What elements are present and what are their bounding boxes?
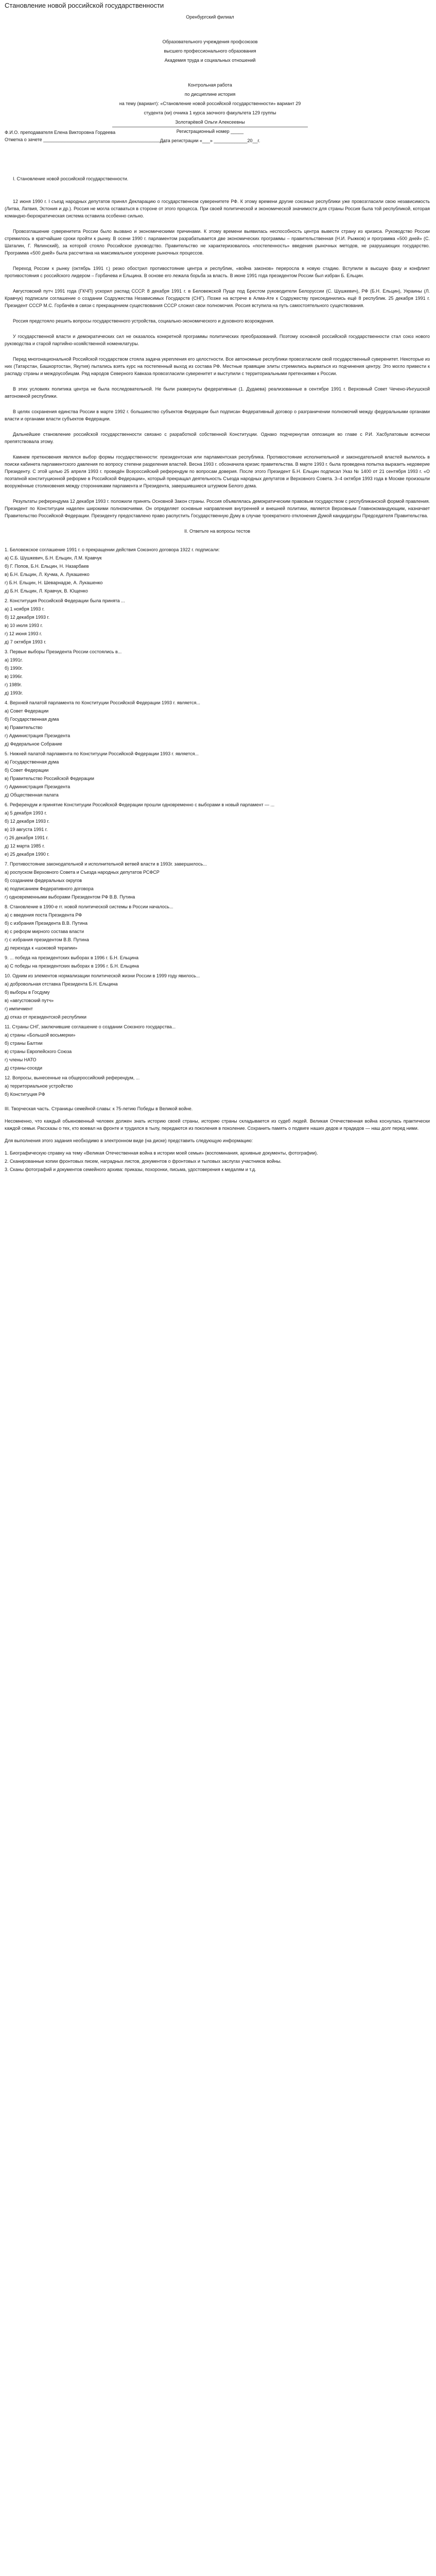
institution-line: высшего профессионального образования <box>164 48 256 54</box>
task-item: 1. Биографическую справку на тему «Великая Отечественная война в истории моей семьи» (воспоминания, архивные документы, фотографии). <box>5 1150 318 1156</box>
quiz-question-block <box>5 1023 430 1072</box>
task-item: 2. Сканированные копии фронтовых писем, наградных листов, документов о фронтовых и тыловых заслугах участников войны. <box>5 1159 282 1164</box>
quiz-answer-option: в) Б.Н. Ельцин, Л. Кучма, А. Лукашенко <box>5 572 90 577</box>
paragraph: У государственной власти и демократических сил не оказалось конкретной программы политических преобразований. Поэтому основной российской государственности стал союз нового руководства и старой партийно-хозяйственной номенклатуры. <box>5 334 430 346</box>
paragraph: В целях сохранения единства России в марте 1992 г. большинство субъектов Федерации был подписан Федеративный договор о разграничении полномочий между федеральными органами власти и органами власти субъектов Федерации. <box>5 409 430 421</box>
quiz-answer-option: в) страны Европейского Союза <box>5 1049 72 1054</box>
quiz-answer-option: б) 1990г. <box>5 666 23 671</box>
institution-line: Академия труда и социальных отношений <box>164 58 256 63</box>
quiz-answer-option: а) страны «Большой восьмерки» <box>5 1032 76 1038</box>
quiz-question: 12. Вопросы, вынесенные на общероссийский референдум, ... <box>5 1075 140 1080</box>
task-title: III. Творческая часть. Страницы семейной славы: к 75-летию Победы в Великой войне. <box>5 1106 193 1111</box>
quiz-question-block <box>5 860 430 901</box>
quiz-question: 4. Верхней палатой парламента по Конституции Российской Федерации 1993 г. является... <box>5 700 200 705</box>
quiz-answer-option: д) страны-соседи <box>5 1065 43 1071</box>
quiz-answer-option: д) Федеральное Собрание <box>5 741 62 747</box>
paragraph: Провозглашение суверенитета России было вызвано и экономическими причинами. К этому времени выявилась неспособность центра вывести страну из кризиса. Руководство России стремилось в кратчайшие сроки пройти к рынку. В осени 1990 г. парламентом разрабатывается две экономических программы – правительственная (Н.И. Рыжков) и программа «500 дней» (С. Шаталин, Г. Явлинский), за которой стояло Российское руководство. Правительство не характеризовалось «постепенность» введения рыночных методов, не разрушающих государство. Программа «500 дней» была рассчитана на максимальное ускорение рыночных процессов. <box>5 229 430 256</box>
document-body <box>5 175 430 1174</box>
paragraph: Россия предстояло решить вопросы государственного устройства, социально-экономического и духовного возрождения. <box>13 318 274 324</box>
quiz-question-block <box>5 954 430 970</box>
registration-date: Дата регистрации «___» _____________20__г. <box>160 138 260 143</box>
quiz-answer-option: а) 5 декабря 1993 г. <box>5 810 47 816</box>
quiz-answer-option: б) Государственная дума <box>5 717 59 722</box>
grade-mark: Отметка о зачете ________________________________________________ <box>5 137 167 142</box>
quiz-question: 3. Первые выборы Президента России состоялись в... <box>5 649 122 654</box>
quiz-answer-option: в) «августовский путч» <box>5 998 54 1003</box>
quiz-answer-option: а) с введения поста Президента РФ <box>5 912 82 918</box>
quiz-answer-option: а) С победы на президентских выборах в 1996 г. Б.Н. Ельцина <box>5 963 139 969</box>
quiz-question-block <box>5 546 430 595</box>
quiz-answer-option: в) Правительство Российской Федерации <box>5 776 94 781</box>
quiz-answer-option: г) 1989г. <box>5 682 22 687</box>
quiz-answer-option: а) территориальное устройство <box>5 1083 73 1089</box>
quiz-question-block <box>5 648 430 697</box>
spacer <box>5 22 415 37</box>
quiz-answer-option: а) Государственная дума <box>5 759 59 765</box>
quiz-answer-option: в) 1996г. <box>5 674 23 679</box>
quiz-answer-option: в) с реформ мирного состава власти <box>5 929 84 934</box>
topic: на тему (вариант): «Становление новой российской государственности» вариант 29 <box>119 101 301 106</box>
title-page <box>5 12 415 145</box>
quiz-list <box>5 546 430 1098</box>
quiz-answer-option: г) Администрация Президента <box>5 784 71 789</box>
quiz-answer-option: д) 12 марта 1985 г. <box>5 843 45 849</box>
quiz-answer-option: д) Общественная палата <box>5 792 59 798</box>
quiz-question: 10. Одним из элементов нормализации политической жизни России в 1999 году явилось... <box>5 973 200 978</box>
creative-task <box>5 1105 430 1173</box>
quiz-answer-option: г) Администрация Президента <box>5 733 71 738</box>
paragraph: Результаты референдума 12 декабря 1993 г. положили принять Основной Закон страны. Россия объявлялась демократическим правовым государством с республиканской формой правления. Президент по Конституции наделен широкими полномочиями. Он определяет основные направления внутренней и внешней политики, является Верховным Главнокомандующим, назначает Правительство Российской Федерации. Президенту предоставлено право распустить Государственную Думу в случае троекратного отклонения Думой кандидатуры Председателя Правительства. <box>5 499 430 518</box>
quiz-answer-option: б) страны Балтии <box>5 1041 43 1046</box>
quiz-answer-option: а) добровольная отставка Президента Б.Н. Ельцина <box>5 981 118 987</box>
quiz-question: 7. Противостояние законодательной и исполнительной ветвей власти в 1993г. завершилось... <box>5 861 207 867</box>
quiz-answer-option: б) 12 декабря 1993 г. <box>5 615 50 620</box>
quiz-answer-option: г) члены НАТО <box>5 1057 37 1062</box>
quiz-question-block <box>5 699 430 748</box>
quiz-answer-option: в) подписанием Федеративного договора <box>5 886 94 891</box>
quiz-question-block <box>5 903 430 952</box>
paragraph: Перед многонациональной Российской государством стояла задача укрепления его целостности. Все автономные республики провозгласили свой государственный суверенитет. Некоторые из них (Татарстан, Башкортостан, Якутия) пытались взять курс на постепенный выход из состава РФ. Местные правящие элиты стремились вырваться из подчинения центру. Это могло привести к распаду страны и междоусобицам. Ряд народов Северного Кавказа провозгласили суверенитет и выступили с территориальными претензиями к России. <box>5 357 430 376</box>
student-group: студента (ки) очника 1 курса заочного факультета 129 группы <box>144 110 276 115</box>
quiz-question-block <box>5 972 430 1021</box>
quiz-question-block <box>5 1074 430 1098</box>
paragraph: Августовский путч 1991 года (ГКЧП) ускорил распад СССР. 8 декабря 1991 г. в Беловежской Пуще под Брестом руководители Белоруссии (С. Шушкевич), РФ (Б.Н. Ельцин), Украины (Л. Кравчук) подписали соглашение о создании Содружества Независимых Государств (СНГ). Позже на встрече в Алма-Ате к Содружеству присоединились ещё 8 республик. 25 декабря 1991 г. Президент СССР М.С. Горбачёв в связи с прекращением существования СССР сложил свои полномочия. Россия вступила на путь самостоятельного существования. <box>5 289 430 308</box>
discipline: по дисциплине история <box>184 92 236 97</box>
quiz-question-block <box>5 801 430 858</box>
quiz-question: 11. Страны СНГ, заключившие соглашение о создании Союзного государства... <box>5 1024 176 1029</box>
quiz-answer-option: б) с избрания Президента В.В. Путина <box>5 921 88 926</box>
document-title: Становление новой российской государственности <box>5 2 164 9</box>
quiz-question-block <box>5 597 430 646</box>
quiz-answer-option: а) 1991г. <box>5 657 23 663</box>
quiz-answer-option: в) Правительство <box>5 725 43 730</box>
task-items <box>5 1149 430 1173</box>
task-text: Несомненно, что каждый обыкновенный человек должен знать историю своей страны, историю страны складывается из судеб людей. Великая Отечественная война коснулась практически каждой семьи. Рассказы о тех, кто воевал на фронте и трудился в тылу, передаются из поколения в поколение. Сохранить память о подвиге наших дедов и прадедов — наш долг перед ними. <box>5 1118 430 1131</box>
work-type: Контрольная работа <box>188 82 232 88</box>
quiz-answer-option: а) роспуском Верховного Совета и Съезда народных депутатов РСФСР <box>5 870 160 875</box>
quiz-answer-option: г) Б.Н. Ельцин, Н. Шеварнадзе, А. Лукашенко <box>5 580 103 585</box>
quiz-question: 2. Конституция Российской Федерации была принята ... <box>5 598 125 603</box>
student-name: Золотарёвой Ольги Алексеевны <box>112 117 308 127</box>
quiz-question-block <box>5 750 430 799</box>
quiz-answer-option: б) Конституция РФ <box>5 1092 45 1097</box>
task-item: 3. Сканы фотографий и документов семейного архива: приказы, похоронки, письма, удостоверения к медалям и т.д. <box>5 1167 256 1172</box>
quiz-answer-option: а) 1 ноября 1993 г. <box>5 606 45 612</box>
quiz-question: 1. Беловежское соглашение 1991 г. о прекращении действия Союзного договора 1922 г. подписали: <box>5 547 220 552</box>
quiz-answer-option: б) Совет Федерации <box>5 768 49 773</box>
quiz-answer-option: д) перехода к «шоковой терапии» <box>5 945 78 951</box>
quiz-answer-option: г) с избрания президентом В.В. Путина <box>5 937 89 942</box>
paragraph: 12 июня 1990 г. I съезд народных депутатов принял Декларацию о государственном суверенитете РФ. К этому времени другие союзные республики уже провозгласили свою независимость (Литва, Латвия, Эстония и др.). Россия не могла оставаться в стороне от этого процесса. При своей политической и экономической значимости для страны Россия была той республикой, которая командно-бюрократическая система оставила особенно сильно. <box>5 199 430 218</box>
paragraph: Дальнейшее становление российской государственности связано с разработкой собственной Конституции. Однако подчеркнутая оппозиция во главе с Р.И. Хасбулатовым всячески препятствовала этому. <box>5 432 430 444</box>
quiz-answer-option: г) одновременными выборами Президентом РФ В.В. Путина <box>5 894 135 900</box>
task-intro: Для выполнения этого задания необходимо в электронном виде (на диске) представить следующую информацию: <box>5 1138 253 1143</box>
quiz-answer-option: б) Г. Попов, Б.Н. Ельцин, Н. Назарбаев <box>5 564 89 569</box>
quiz-answer-option: г) 12 июня 1993 г. <box>5 631 42 636</box>
quiz-answer-option: г) 26 декабря 1991 г. <box>5 835 49 840</box>
teacher-info <box>5 129 426 143</box>
quiz-answer-option: д) 1993г. <box>5 690 23 696</box>
quiz-answer-option: б) созданием федеральных округов <box>5 878 82 883</box>
institution-branch: Оренбургский филиал <box>186 14 234 20</box>
quiz-question: 6. Референдум и принятие Конституции Российской Федерации прошли одновременно с выборами в новый парламент — ... <box>5 802 275 807</box>
quiz-question: 9. ... победа на президентских выборах в 1996 г. Б.Н. Ельцина <box>5 955 138 960</box>
paragraph: В этих условиях политика центра не была последовательной. Не были развернуты федеративные (1. Дудаева) реализованные в сентябре 1991 г. Верховный Совет Чечено-Ингушской автономной республики. <box>5 386 430 399</box>
quiz-answer-option: б) выборы в Госдуму <box>5 990 50 995</box>
quiz-answer-option: в) 19 августа 1991 г. <box>5 827 48 832</box>
institution-line: Образовательного учреждения профсоюзов <box>162 39 258 44</box>
quiz-answer-option: д) 7 октября 1993 г. <box>5 639 46 645</box>
teacher-name: Ф.И.О. преподавателя Елена Викторовна Гордеева <box>5 130 116 135</box>
quiz-answer-option: д) отказ от президентской республики <box>5 1014 86 1020</box>
quiz-question: 8. Становление в 1990-е гг. новой политической системы в России началось... <box>5 904 173 909</box>
quiz-answer-option: б) 12 декабря 1993 г. <box>5 819 50 824</box>
quiz-answer-option: г) импичмент <box>5 1006 33 1011</box>
quiz-answer-option: а) Совет Федерации <box>5 708 49 714</box>
paragraph: Камнем преткновения являлся выбор формы государственности: президентская или парламентская республика. Противостояние исполнительной и законодательной властей вылилось в поиски кабинета парламентского давления по вопросу степени разделения властей. Весна 1993 г. обозначила кризис правительства. В марте 1993 г. была проведена попытка выразить недоверие Президенту. С этой целью 25 апреля 1993 г. проведён Всероссийский референдум по вопросам доверия. После этого Президент Б.Н. Ельцин подписал Указ № 1400 от 21 сентября 1993 г. «О поэтапной конституционной реформе в Российской Федерации», который прекращал деятельность Съезда народных депутатов и Верховного Совета. 3–4 октября 1993 года в Москве произошли вооружённые столкновения между сторонниками парламента и Президента, завершившиеся штурмом Белого дома. <box>5 454 430 488</box>
paragraph: Переход России к рынку (октябрь 1991 г.) резко обострил противостояние центра и республик, «война законов» переросла в новую стадию. Вступили в высшую фазу и конфликт противостояния с российского лидером – Горбачева и Ельцина. В основе его лежала борьба за власть. В июне 1991 года президентом России был избран Б. Ельцин. <box>5 266 430 278</box>
section-heading: I. Становление новой российской государственности. <box>13 176 129 181</box>
quiz-question: 5. Нижней палатой парламента по Конституции Российской Федерации 1993 г. является... <box>5 751 199 756</box>
quiz-answer-option: е) 25 декабря 1990 г. <box>5 852 50 857</box>
registration-number: Регистрационный номер _____ <box>176 129 244 134</box>
quiz-answer-option: а) С.Б. Шушкевич, Б.Н. Ельцин, Л.М. Кравчук <box>5 555 102 561</box>
quiz-answer-option: в) 10 июля 1993 г. <box>5 623 43 628</box>
spacer <box>5 65 415 80</box>
quiz-heading: II. Ответьте на вопросы тестов <box>184 529 250 534</box>
quiz-answer-option: д) Б.Н. Ельцин, Л. Кравчук, В. Ющенко <box>5 588 88 594</box>
